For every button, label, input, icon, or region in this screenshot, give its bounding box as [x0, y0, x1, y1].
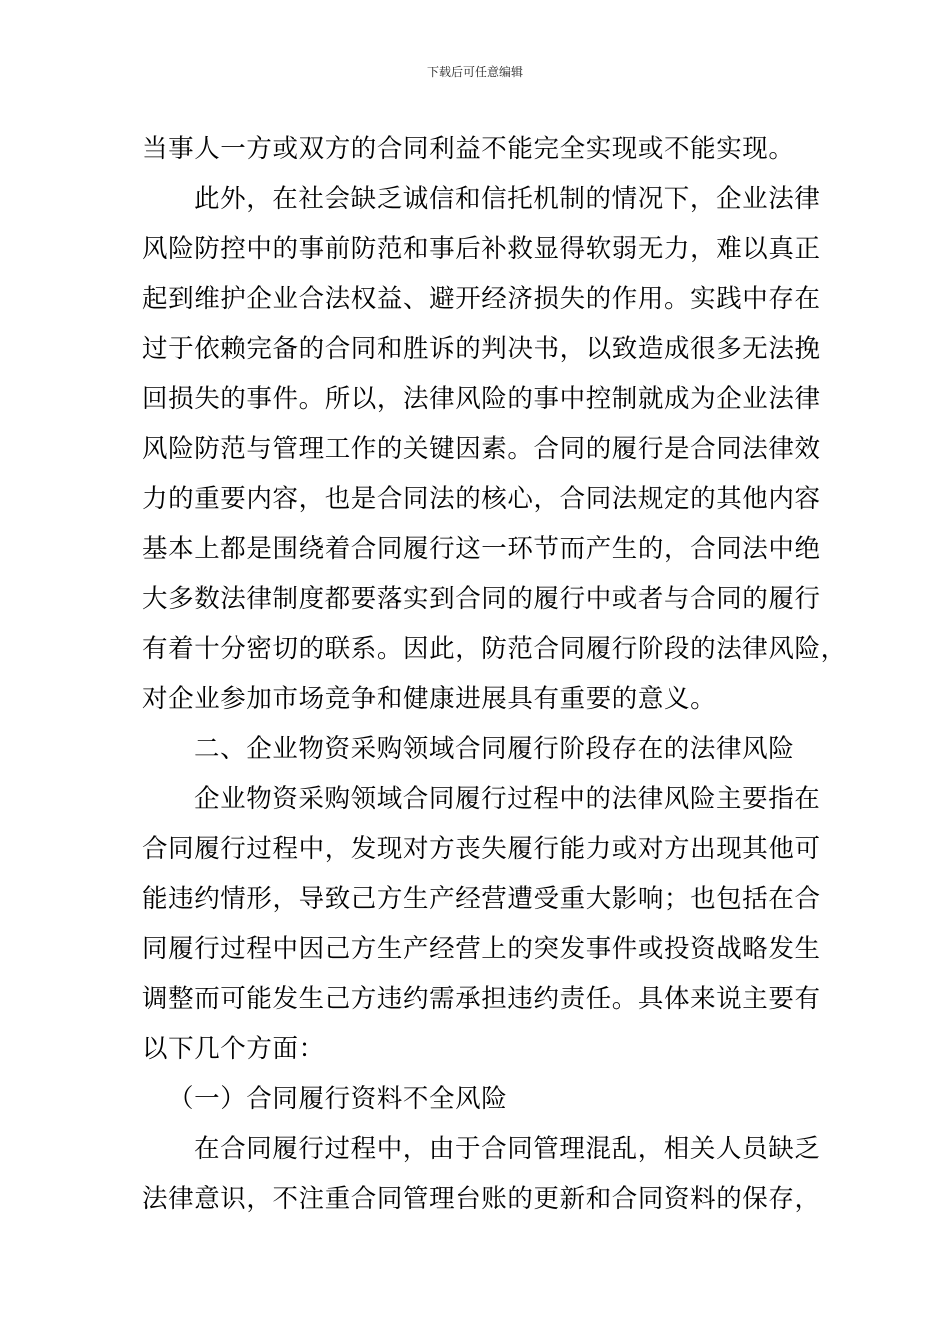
text-line: 法律意识，不注重合同管理台账的更新和合同资料的保存， [142, 1184, 821, 1214]
section-heading: 二、企业物资采购领域合同履行阶段存在的法律风险 [194, 734, 795, 764]
text-line: 有着十分密切的联系。因此，防范合同履行阶段的法律风险， [142, 634, 847, 664]
text-line: 当事人一方或双方的合同利益不能完全实现或不能实现。 [142, 134, 795, 164]
text-line: 能违约情形，导致己方生产经营遭受重大影响；也包括在合 [142, 884, 821, 914]
text-line: 合同履行过程中，发现对方丧失履行能力或对方出现其他可 [142, 834, 821, 864]
text-line: 起到维护企业合法权益、避开经济损失的作用。实践中存在 [142, 284, 821, 314]
subsection-heading: （一）合同履行资料不全风险 [168, 1084, 508, 1114]
text-line: 企业物资采购领域合同履行过程中的法律风险主要指在 [194, 784, 821, 814]
text-line: 风险防控中的事前防范和事后补救显得软弱无力，难以真正 [142, 234, 821, 264]
text-line: 调整而可能发生己方违约需承担违约责任。具体来说主要有 [142, 984, 821, 1014]
text-line: 大多数法律制度都要落实到合同的履行中或者与合同的履行 [142, 584, 821, 614]
text-line: 同履行过程中因己方生产经营上的突发事件或投资战略发生 [142, 934, 821, 964]
text-line: 此外，在社会缺乏诚信和信托机制的情况下，企业法律 [194, 184, 821, 214]
text-line: 对企业参加市场竞争和健康进展具有重要的意义。 [142, 684, 717, 714]
text-line: 以下几个方面： [142, 1034, 325, 1064]
text-line: 在合同履行过程中，由于合同管理混乱，相关人员缺乏 [194, 1134, 821, 1164]
text-line: 风险防范与管理工作的关键因素。合同的履行是合同法律效 [142, 434, 821, 464]
text-line: 基本上都是围绕着合同履行这一环节而产生的，合同法中绝 [142, 534, 821, 564]
text-line: 力的重要内容，也是合同法的核心，合同法规定的其他内容 [142, 484, 821, 514]
page-header: 下载后可任意编辑 [426, 65, 523, 79]
document-body [142, 124, 847, 1224]
text-line: 过于依赖完备的合同和胜诉的判决书，以致造成很多无法挽 [142, 334, 821, 364]
text-line: 回损失的事件。所以，法律风险的事中控制就成为企业法律 [142, 384, 821, 414]
